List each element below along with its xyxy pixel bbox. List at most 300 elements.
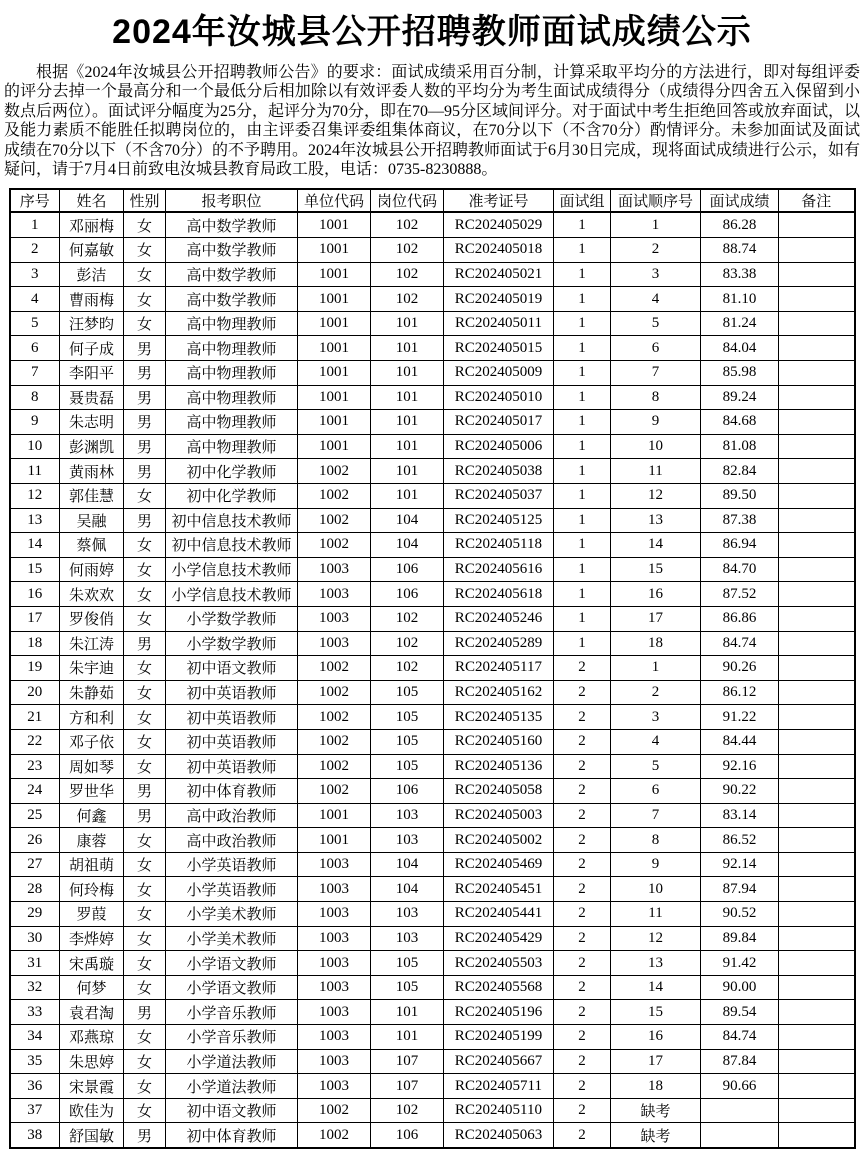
table-cell: 90.00 xyxy=(701,975,779,1000)
table-cell: 男 xyxy=(124,1000,166,1025)
table-cell: 84.70 xyxy=(701,557,779,582)
table-cell xyxy=(779,1123,855,1148)
table-cell: 102 xyxy=(371,287,444,312)
table-cell xyxy=(779,656,855,681)
table-cell: 86.12 xyxy=(701,680,779,705)
table-cell: 聂贵磊 xyxy=(60,385,124,410)
table-cell: 2 xyxy=(554,1000,611,1025)
table-row xyxy=(10,1049,855,1074)
table-cell xyxy=(779,926,855,951)
table-cell: 何鑫 xyxy=(60,803,124,828)
table-row xyxy=(10,680,855,705)
table-cell xyxy=(779,336,855,361)
table-cell: 25 xyxy=(10,803,60,828)
table-cell: 106 xyxy=(371,582,444,607)
table-cell: 1 xyxy=(554,262,611,287)
table-cell: RC202405002 xyxy=(444,828,554,853)
table-cell: 23 xyxy=(10,754,60,779)
table-cell: RC202405136 xyxy=(444,754,554,779)
table-cell: 2 xyxy=(554,852,611,877)
table-cell: 105 xyxy=(371,951,444,976)
table-row xyxy=(10,533,855,558)
table-cell: 8 xyxy=(10,385,60,410)
table-cell: 90.22 xyxy=(701,779,779,804)
table-cell: 32 xyxy=(10,975,60,1000)
table-cell: 84.44 xyxy=(701,729,779,754)
table-cell: 27 xyxy=(10,852,60,877)
table-cell: RC202405058 xyxy=(444,779,554,804)
table-cell: RC202405019 xyxy=(444,287,554,312)
table-cell: 89.54 xyxy=(701,1000,779,1025)
table-cell: 101 xyxy=(371,1000,444,1025)
table-row xyxy=(10,852,855,877)
table-cell: 小学音乐教师 xyxy=(166,1000,298,1025)
table-cell: 102 xyxy=(371,238,444,263)
table-cell: 29 xyxy=(10,902,60,927)
table-row xyxy=(10,779,855,804)
table-body xyxy=(10,212,855,1148)
table-cell: 17 xyxy=(10,606,60,631)
table-cell: 女 xyxy=(124,852,166,877)
table-cell: 87.52 xyxy=(701,582,779,607)
table-cell: 105 xyxy=(371,705,444,730)
table-row xyxy=(10,1098,855,1123)
table-row xyxy=(10,705,855,730)
table-cell: 101 xyxy=(371,434,444,459)
table-cell: 2 xyxy=(554,1098,611,1123)
table-cell: 黄雨林 xyxy=(60,459,124,484)
column-header: 性别 xyxy=(124,189,166,212)
table-cell: RC202405160 xyxy=(444,729,554,754)
table-cell: 2 xyxy=(554,680,611,705)
table-cell: 女 xyxy=(124,311,166,336)
table-cell: 女 xyxy=(124,902,166,927)
table-cell: 36 xyxy=(10,1074,60,1099)
table-cell: 103 xyxy=(371,902,444,927)
table-cell: 1002 xyxy=(298,656,371,681)
column-header: 准考证号 xyxy=(444,189,554,212)
table-cell: 初中语文教师 xyxy=(166,1098,298,1123)
table-cell: RC202405003 xyxy=(444,803,554,828)
table-cell: 18 xyxy=(611,631,701,656)
table-cell: 1003 xyxy=(298,631,371,656)
table-cell: 102 xyxy=(371,1098,444,1123)
table-cell: RC202405018 xyxy=(444,238,554,263)
table-cell: 9 xyxy=(611,410,701,435)
table-cell: 2 xyxy=(554,656,611,681)
table-row xyxy=(10,262,855,287)
table-row xyxy=(10,508,855,533)
table-cell: 小学英语教师 xyxy=(166,877,298,902)
table-cell: 邓子依 xyxy=(60,729,124,754)
table-cell: 郭佳慧 xyxy=(60,483,124,508)
table-cell: 24 xyxy=(10,779,60,804)
table-cell: 1002 xyxy=(298,680,371,705)
table-cell xyxy=(779,1049,855,1074)
table-cell: 105 xyxy=(371,975,444,1000)
table-cell: 小学音乐教师 xyxy=(166,1025,298,1050)
table-cell: 104 xyxy=(371,533,444,558)
table-cell: 1002 xyxy=(298,508,371,533)
table-cell: 2 xyxy=(611,680,701,705)
table-cell: 1001 xyxy=(298,828,371,853)
table-cell: 86.94 xyxy=(701,533,779,558)
table-cell: 曹雨梅 xyxy=(60,287,124,312)
table-cell: 103 xyxy=(371,803,444,828)
table-row xyxy=(10,877,855,902)
table-row xyxy=(10,1025,855,1050)
table-cell: 1 xyxy=(554,361,611,386)
table-cell: 101 xyxy=(371,1025,444,1050)
table-cell: 9 xyxy=(611,852,701,877)
table-cell: RC202405246 xyxy=(444,606,554,631)
table-cell: 初中信息技术教师 xyxy=(166,508,298,533)
table-cell: 李阳平 xyxy=(60,361,124,386)
table-cell: 20 xyxy=(10,680,60,705)
table-cell: 高中数学教师 xyxy=(166,238,298,263)
table-cell: 10 xyxy=(10,434,60,459)
table-cell: RC202405010 xyxy=(444,385,554,410)
table-cell: 1003 xyxy=(298,877,371,902)
table-cell: 缺考 xyxy=(611,1098,701,1123)
table-cell xyxy=(779,483,855,508)
table-cell: 3 xyxy=(611,705,701,730)
table-cell xyxy=(701,1123,779,1148)
table-cell: 初中信息技术教师 xyxy=(166,533,298,558)
table-cell: 女 xyxy=(124,926,166,951)
table-cell: 初中英语教师 xyxy=(166,680,298,705)
table-cell: 女 xyxy=(124,754,166,779)
table-cell: RC202405117 xyxy=(444,656,554,681)
table-cell: 89.84 xyxy=(701,926,779,951)
table-cell: 15 xyxy=(10,557,60,582)
table-cell: 83.38 xyxy=(701,262,779,287)
table-cell: 9 xyxy=(10,410,60,435)
table-header-row xyxy=(10,189,855,212)
table-cell: 38 xyxy=(10,1123,60,1148)
table-cell: 高中物理教师 xyxy=(166,336,298,361)
table-cell: 1 xyxy=(554,508,611,533)
table-cell: 初中化学教师 xyxy=(166,483,298,508)
table-cell: 女 xyxy=(124,1049,166,1074)
table-cell: 高中数学教师 xyxy=(166,287,298,312)
table-cell: 2 xyxy=(554,1049,611,1074)
table-cell: 1001 xyxy=(298,803,371,828)
table-cell: 13 xyxy=(10,508,60,533)
table-cell: 1001 xyxy=(298,238,371,263)
table-cell xyxy=(779,557,855,582)
table-cell xyxy=(779,508,855,533)
table-cell: 107 xyxy=(371,1049,444,1074)
table-row xyxy=(10,975,855,1000)
table-cell: 1 xyxy=(554,287,611,312)
table-cell: 2 xyxy=(10,238,60,263)
table-cell: RC202405125 xyxy=(444,508,554,533)
table-cell: 女 xyxy=(124,212,166,237)
table-cell: 103 xyxy=(371,828,444,853)
table-cell: 女 xyxy=(124,287,166,312)
column-header: 面试组 xyxy=(554,189,611,212)
table-cell: 缺考 xyxy=(611,1123,701,1148)
table-cell: 1003 xyxy=(298,951,371,976)
table-cell xyxy=(779,729,855,754)
table-cell: 84.74 xyxy=(701,631,779,656)
table-cell: 35 xyxy=(10,1049,60,1074)
table-cell: RC202405009 xyxy=(444,361,554,386)
table-cell: 周如琴 xyxy=(60,754,124,779)
table-row xyxy=(10,336,855,361)
table-cell: 2 xyxy=(611,238,701,263)
table-cell: RC202405029 xyxy=(444,212,554,237)
table-cell: RC202405162 xyxy=(444,680,554,705)
table-cell: 31 xyxy=(10,951,60,976)
table-row xyxy=(10,1123,855,1148)
table-row xyxy=(10,729,855,754)
table-cell: 101 xyxy=(371,336,444,361)
table-cell: 106 xyxy=(371,779,444,804)
table-cell xyxy=(779,361,855,386)
table-cell: 男 xyxy=(124,779,166,804)
table-cell xyxy=(779,877,855,902)
table-cell: 4 xyxy=(611,729,701,754)
table-cell: 102 xyxy=(371,212,444,237)
table-cell: 男 xyxy=(124,361,166,386)
table-cell: 1001 xyxy=(298,287,371,312)
table-cell: RC202405568 xyxy=(444,975,554,1000)
table-cell: 1003 xyxy=(298,1074,371,1099)
table-cell: 1002 xyxy=(298,779,371,804)
table-cell: 81.08 xyxy=(701,434,779,459)
table-cell: 86.86 xyxy=(701,606,779,631)
table-cell: 92.16 xyxy=(701,754,779,779)
table-cell: 30 xyxy=(10,926,60,951)
table-cell: 1 xyxy=(554,533,611,558)
table-cell: 1003 xyxy=(298,1025,371,1050)
table-cell: 朱欢欢 xyxy=(60,582,124,607)
table-cell: 14 xyxy=(611,975,701,1000)
table-cell: 1 xyxy=(554,336,611,361)
table-row xyxy=(10,557,855,582)
table-cell: 男 xyxy=(124,459,166,484)
table-cell: RC202405451 xyxy=(444,877,554,902)
table-cell: 何嘉敏 xyxy=(60,238,124,263)
table-cell: 1001 xyxy=(298,361,371,386)
table-cell: 1003 xyxy=(298,582,371,607)
table-cell: RC202405110 xyxy=(444,1098,554,1123)
table-cell: RC202405289 xyxy=(444,631,554,656)
table-cell: 小学英语教师 xyxy=(166,852,298,877)
table-cell: RC202405037 xyxy=(444,483,554,508)
table-cell: RC202405135 xyxy=(444,705,554,730)
table-cell: 1002 xyxy=(298,729,371,754)
table-cell: 男 xyxy=(124,434,166,459)
table-cell: 87.38 xyxy=(701,508,779,533)
table-cell: 女 xyxy=(124,680,166,705)
table-cell: 1002 xyxy=(298,459,371,484)
column-header: 面试顺序号 xyxy=(611,189,701,212)
table-cell: 82.84 xyxy=(701,459,779,484)
table-cell: 宋景霞 xyxy=(60,1074,124,1099)
table-cell: 28 xyxy=(10,877,60,902)
table-cell: 1 xyxy=(554,557,611,582)
table-cell: 34 xyxy=(10,1025,60,1050)
table-cell: 102 xyxy=(371,606,444,631)
column-header: 单位代码 xyxy=(298,189,371,212)
table-cell: 初中英语教师 xyxy=(166,754,298,779)
table-cell xyxy=(779,951,855,976)
table-row xyxy=(10,287,855,312)
table-cell xyxy=(779,262,855,287)
table-cell: 89.24 xyxy=(701,385,779,410)
table-cell: 101 xyxy=(371,311,444,336)
table-cell: 高中政治教师 xyxy=(166,803,298,828)
table-cell: 105 xyxy=(371,729,444,754)
table-cell: 1 xyxy=(611,212,701,237)
table-cell: 7 xyxy=(611,803,701,828)
table-cell: 17 xyxy=(611,1049,701,1074)
table-row xyxy=(10,631,855,656)
table-row xyxy=(10,238,855,263)
table-cell: 高中物理教师 xyxy=(166,410,298,435)
table-cell: 1003 xyxy=(298,852,371,877)
table-cell xyxy=(779,287,855,312)
table-cell: 11 xyxy=(611,459,701,484)
table-cell: 1001 xyxy=(298,336,371,361)
table-cell: 2 xyxy=(554,779,611,804)
table-cell: 女 xyxy=(124,877,166,902)
table-cell xyxy=(779,1098,855,1123)
table-cell: RC202405667 xyxy=(444,1049,554,1074)
table-cell: 彭洁 xyxy=(60,262,124,287)
table-cell: 1 xyxy=(554,483,611,508)
table-cell: 1002 xyxy=(298,1123,371,1148)
table-cell: 朱宇迪 xyxy=(60,656,124,681)
page-title: 2024年汝城县公开招聘教师面试成绩公示 xyxy=(112,13,752,51)
table-cell: 女 xyxy=(124,1098,166,1123)
table-row xyxy=(10,606,855,631)
table-cell: 1003 xyxy=(298,1049,371,1074)
table-cell: 2 xyxy=(554,705,611,730)
table-cell: 1 xyxy=(554,459,611,484)
table-cell: RC202405429 xyxy=(444,926,554,951)
table-cell: 12 xyxy=(611,483,701,508)
table-cell: 女 xyxy=(124,705,166,730)
table-cell: 104 xyxy=(371,852,444,877)
table-cell: 6 xyxy=(611,336,701,361)
table-cell: 宋禹璇 xyxy=(60,951,124,976)
table-cell: 初中英语教师 xyxy=(166,729,298,754)
table-cell: 1002 xyxy=(298,754,371,779)
table-cell: 1001 xyxy=(298,434,371,459)
table-cell: 男 xyxy=(124,385,166,410)
table-cell: 105 xyxy=(371,754,444,779)
table-cell xyxy=(779,1074,855,1099)
table-cell: 18 xyxy=(10,631,60,656)
table-cell: 罗俊俏 xyxy=(60,606,124,631)
table-cell: 33 xyxy=(10,1000,60,1025)
table-row xyxy=(10,311,855,336)
table-row xyxy=(10,803,855,828)
table-cell: 12 xyxy=(611,926,701,951)
table-cell: RC202405017 xyxy=(444,410,554,435)
table-cell: 26 xyxy=(10,828,60,853)
score-table xyxy=(9,188,856,1149)
table-cell: 106 xyxy=(371,1123,444,1148)
table-cell: 邓丽梅 xyxy=(60,212,124,237)
table-cell: 女 xyxy=(124,951,166,976)
table-cell: 1002 xyxy=(298,1098,371,1123)
table-cell: 男 xyxy=(124,631,166,656)
table-cell: 蔡佩 xyxy=(60,533,124,558)
table-cell: 女 xyxy=(124,557,166,582)
table-cell: 81.24 xyxy=(701,311,779,336)
table-cell: 1 xyxy=(554,631,611,656)
table-cell xyxy=(779,779,855,804)
table-cell: 女 xyxy=(124,262,166,287)
table-cell: 高中政治教师 xyxy=(166,828,298,853)
table-cell: 朱志明 xyxy=(60,410,124,435)
table-cell xyxy=(779,238,855,263)
table-cell: 初中体育教师 xyxy=(166,1123,298,1148)
table-cell: 女 xyxy=(124,606,166,631)
table-cell: 2 xyxy=(554,729,611,754)
table-cell: 李烨婷 xyxy=(60,926,124,951)
table-cell xyxy=(779,385,855,410)
table-cell: 彭渊凯 xyxy=(60,434,124,459)
table-cell: 2 xyxy=(554,803,611,828)
table-row xyxy=(10,459,855,484)
table-cell: 13 xyxy=(611,508,701,533)
table-cell: 小学数学教师 xyxy=(166,631,298,656)
table-cell: 106 xyxy=(371,557,444,582)
table-cell xyxy=(779,975,855,1000)
table-row xyxy=(10,951,855,976)
table-cell: 6 xyxy=(10,336,60,361)
table-row xyxy=(10,656,855,681)
table-cell: 1002 xyxy=(298,483,371,508)
table-cell: 104 xyxy=(371,877,444,902)
table-row xyxy=(10,828,855,853)
table-cell: 初中语文教师 xyxy=(166,656,298,681)
table-cell: RC202405469 xyxy=(444,852,554,877)
table-cell: 84.74 xyxy=(701,1025,779,1050)
table-cell: RC202405503 xyxy=(444,951,554,976)
table-cell: 84.04 xyxy=(701,336,779,361)
table-cell: 小学语文教师 xyxy=(166,951,298,976)
table-cell: 87.94 xyxy=(701,877,779,902)
table-cell: 15 xyxy=(611,557,701,582)
table-cell: 4 xyxy=(611,287,701,312)
table-cell: 何玲梅 xyxy=(60,877,124,902)
table-cell: 101 xyxy=(371,410,444,435)
table-cell: 方和利 xyxy=(60,705,124,730)
table-cell: 何雨婷 xyxy=(60,557,124,582)
table-row xyxy=(10,361,855,386)
table-cell: 5 xyxy=(10,311,60,336)
table-row xyxy=(10,212,855,237)
table-cell: 1001 xyxy=(298,410,371,435)
table-cell: 女 xyxy=(124,828,166,853)
announcement-page xyxy=(4,4,860,1149)
table-cell: RC202405011 xyxy=(444,311,554,336)
table-cell: 10 xyxy=(611,877,701,902)
table-cell: 2 xyxy=(554,828,611,853)
table-cell: 103 xyxy=(371,926,444,951)
table-cell: 1 xyxy=(554,385,611,410)
table-cell: 101 xyxy=(371,483,444,508)
table-cell: 2 xyxy=(554,926,611,951)
table-cell: 13 xyxy=(611,951,701,976)
